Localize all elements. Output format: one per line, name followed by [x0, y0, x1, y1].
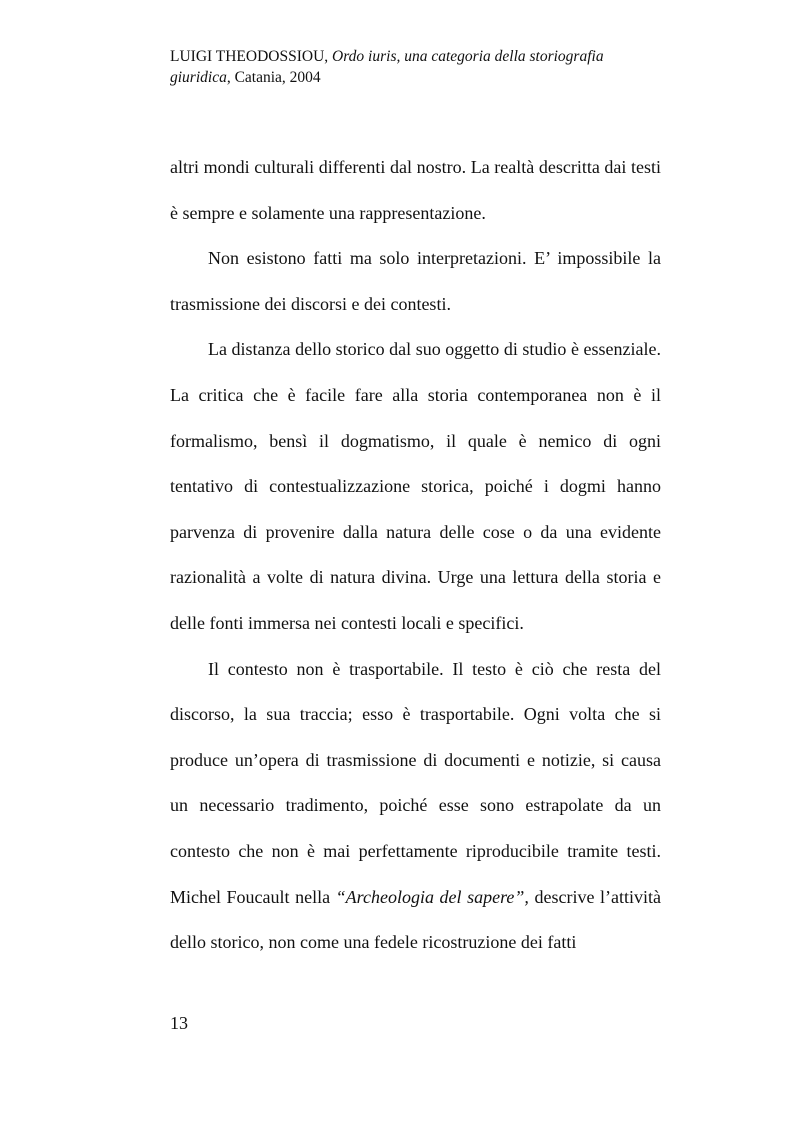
paragraph-2: Non esistono fatti ma solo interpretazioni. E’ impossibile la trasmissione dei discorsi e dei contesti. [170, 248, 661, 314]
header-author: LUIGI THEODOSSIOU, [170, 48, 329, 65]
body-text [170, 145, 661, 966]
paragraph-4-text-before: Il contesto non è trasportabile. Il testo è ciò che resta del discorso, la sua traccia; esso è trasportabile. Ogni volta che si produce un’opera di trasmissione di documenti e notizie, si causa un necessario tradimento, poiché esse sono estrapolate da un contesto che non è mai perfettamente riproducibile tramite testi. Michel Foucault nella [170, 658, 661, 907]
paragraph-1: altri mondi culturali differenti dal nostro. La realtà descritta dai testi è sempre e solamente una rappresentazione. [170, 157, 661, 223]
page-number: 13 [170, 1013, 188, 1033]
header-book-title: Ordo iuris, una categoria della storiografia giuridica [170, 48, 604, 86]
paragraph-3: La distanza dello storico dal suo oggetto di studio è essenziale. La critica che è facile fare alla storia contemporanea non è il formalismo, bensì il dogmatismo, il quale è nemico di ogni tentativo di contestualizzazione storica, poiché i dogmi hanno parvenza di provenire dalla natura delle cose o da una evidente razionalità a volte di natura divina. Urge una lettura della storia e delle fonti immersa nei contesti locali e specifici. [170, 339, 661, 633]
paragraph-4-text-after: descrive l’attività dello storico, non come una fedele ricostruzione dei fatti [170, 886, 661, 953]
paragraph-4-italic-title: “Archeologia del sapere”, [335, 886, 529, 907]
header-place-year: , Catania, 2004 [226, 69, 321, 86]
paragraph-4 [170, 647, 661, 966]
running-header [170, 46, 640, 88]
